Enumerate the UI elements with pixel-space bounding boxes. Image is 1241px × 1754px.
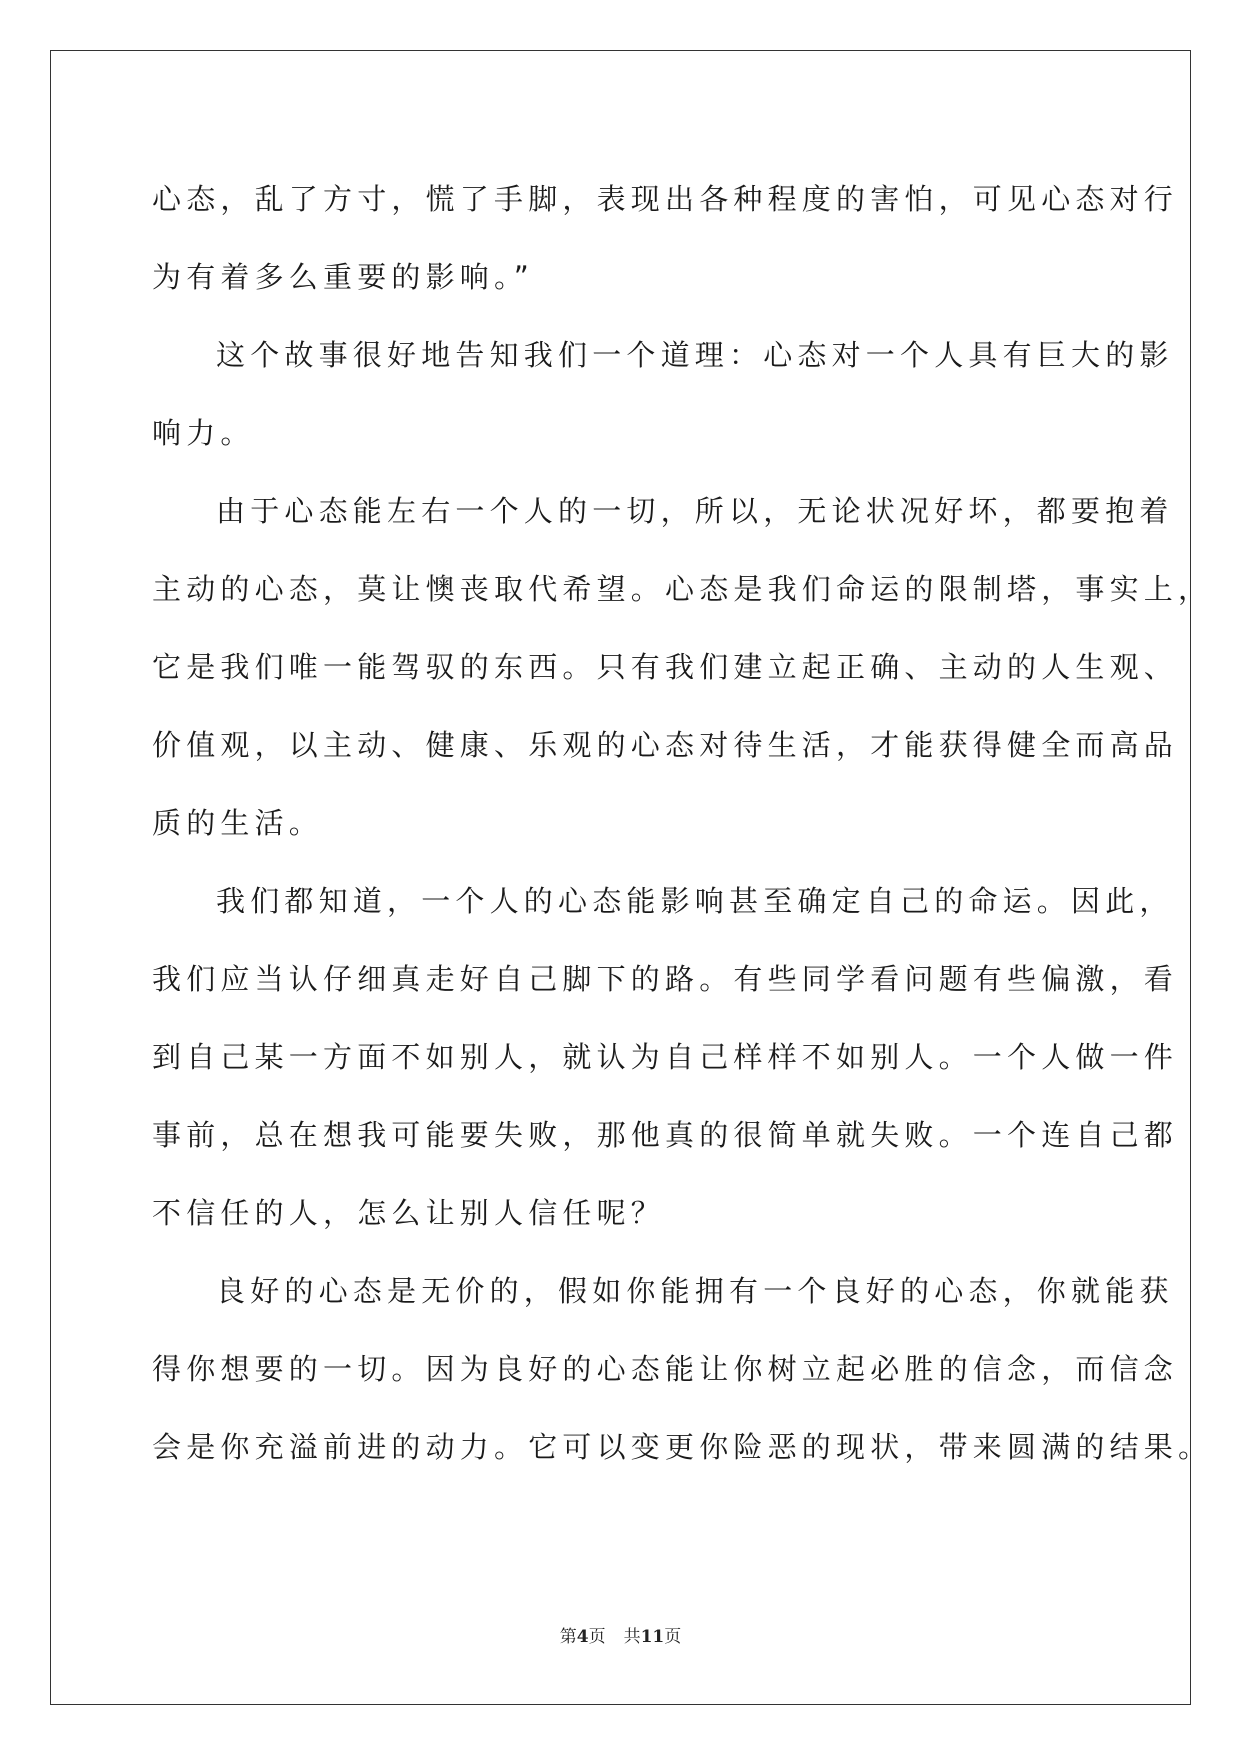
page-label-prefix: 第	[559, 1627, 577, 1647]
text-line: 响力。	[152, 416, 255, 450]
page-footer	[0, 1622, 1241, 1647]
page-label-suffix: 页	[588, 1627, 606, 1647]
paragraph-first-line: 良好的心态是无价的，假如你能拥有一个良好的心态，你就能获	[216, 1274, 1174, 1308]
text-line: 不信任的人，怎么让别人信任呢？	[152, 1196, 666, 1230]
page-total: 11	[640, 1627, 665, 1647]
text-line: 得你想要的一切。因为良好的心态能让你树立起必胜的信念，而信念	[152, 1352, 1179, 1386]
text-line: 心态，乱了方寸，慌了手脚，表现出各种程度的害怕，可见心态对行	[152, 182, 1179, 216]
text-line: 它是我们唯一能驾驭的东西。只有我们建立起正确、主动的人生观、	[152, 650, 1179, 684]
text-line: 主动的心态，莫让懊丧取代希望。心态是我们命运的限制塔，事实上，	[152, 572, 1213, 606]
total-label-suffix: 页	[664, 1627, 682, 1647]
text-line: 到自己某一方面不如别人，就认为自己样样不如别人。一个人做一件	[152, 1040, 1179, 1074]
text-line: 为有着多么重要的影响。”	[152, 260, 534, 294]
text-line: 事前，总在想我可能要失败，那他真的很简单就失败。一个连自己都	[152, 1118, 1179, 1152]
text-line: 我们应当认仔细真走好自己脚下的路。有些同学看问题有些偏激，看	[152, 962, 1179, 996]
text-line: 质的生活。	[152, 806, 324, 840]
paragraph-first-line: 这个故事很好地告知我们一个道理：心态对一个人具有巨大的影	[216, 338, 1174, 372]
paragraph-first-line: 由于心态能左右一个人的一切，所以，无论状况好坏，都要抱着	[216, 494, 1174, 528]
page-current: 4	[576, 1627, 589, 1647]
document-body	[152, 160, 1213, 1486]
paragraph-first-line: 我们都知道，一个人的心态能影响甚至确定自己的命运。因此，	[216, 884, 1174, 918]
text-line: 会是你充溢前进的动力。它可以变更你险恶的现状，带来圆满的结果。	[152, 1430, 1213, 1464]
text-line: 价值观，以主动、健康、乐观的心态对待生活，才能获得健全而高品	[152, 728, 1179, 762]
total-label-prefix: 共	[623, 1627, 641, 1647]
